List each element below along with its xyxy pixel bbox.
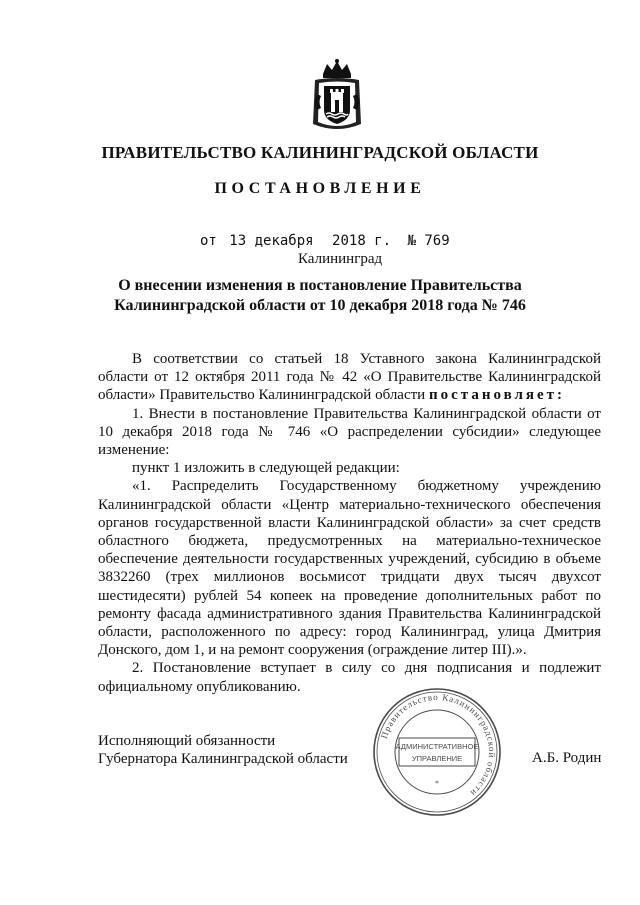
paragraph-amendment-text: «1. Распределить Государственному бюджетному учреждению Калининградской области «Центр материально-технического обеспечения органов государственной власти Калининградской области» за счет средств областного бюджета, предусмотренных на материально-техническое обеспечение деятельности государственных учреждений, субсидию в объеме 3832260 (трех миллионов восьмисот тридцати двух тысяч двухсот шестидесяти) рублей 54 копеек на проведение дополнительных работ по ремонту фасада административного здания Правительства Калининградской области, расположенного по адресу: город Калининград, улица Дмитрия Донского, дом 1, и на ремонт сооружения (ограждение литер III).». — [98, 478, 601, 659]
position-line-1: Исполняющий обязанности — [98, 733, 276, 749]
stamp-inner-line-2: УПРАВЛЕНИЕ — [411, 754, 463, 763]
document-title — [0, 276, 640, 316]
position-line-2: Губернатора Калининградской области — [98, 751, 348, 767]
signatory-position — [98, 732, 348, 768]
preamble-text: В соответствии со статьей 18 Уставного закона Калининградской области от 12 октября 2011 года № 42 «О Правительстве Калининградской области» Правительство Калининградской области — [98, 351, 601, 404]
date-value: 13 декабря — [229, 233, 314, 249]
stamp-inner-line-1: АДМИНИСТРАТИВНОЕ — [395, 742, 479, 751]
paragraph-1: 1. Внести в постановление Правительства Калининградской области от 10 декабря 2018 года № 746 «О распределении субсидии» следующее изменение: — [98, 405, 601, 459]
coat-of-arms-icon — [309, 58, 365, 134]
paragraph-2: 2. Постановление вступает в силу со дня подписания и подлежит официальному опубликованию. — [98, 660, 601, 695]
title-line-2: Калининградской области от 10 декабря 2018 года № 746 — [114, 297, 526, 314]
paragraph-amendment-intro: пункт 1 изложить в следующей редакции: — [132, 460, 400, 477]
city-name: Калининград — [298, 251, 383, 267]
organization-heading: ПРАВИТЕЛЬСТВО КАЛИНИНГРАДСКОЙ ОБЛАСТИ — [101, 143, 539, 162]
number-prefix: № — [407, 233, 416, 249]
date-year: 2018 г. — [332, 233, 392, 249]
date-line — [200, 233, 450, 249]
paragraph-preamble — [98, 350, 601, 405]
document-number: 769 — [424, 233, 450, 249]
stamp-outer-text: Правительство Калининградской области — [378, 691, 498, 799]
signatory-name: А.Б. Родин — [532, 750, 602, 766]
date-prefix: от — [200, 233, 217, 249]
stamp-star-icon: * — [435, 779, 439, 788]
decree-word: постановляет: — [428, 387, 566, 404]
document-body — [98, 350, 601, 696]
document-type-heading: ПОСТАНОВЛЕНИЕ — [214, 180, 426, 197]
title-line-1: О внесении изменения в постановление Правительства — [118, 277, 522, 294]
official-stamp — [371, 686, 503, 818]
